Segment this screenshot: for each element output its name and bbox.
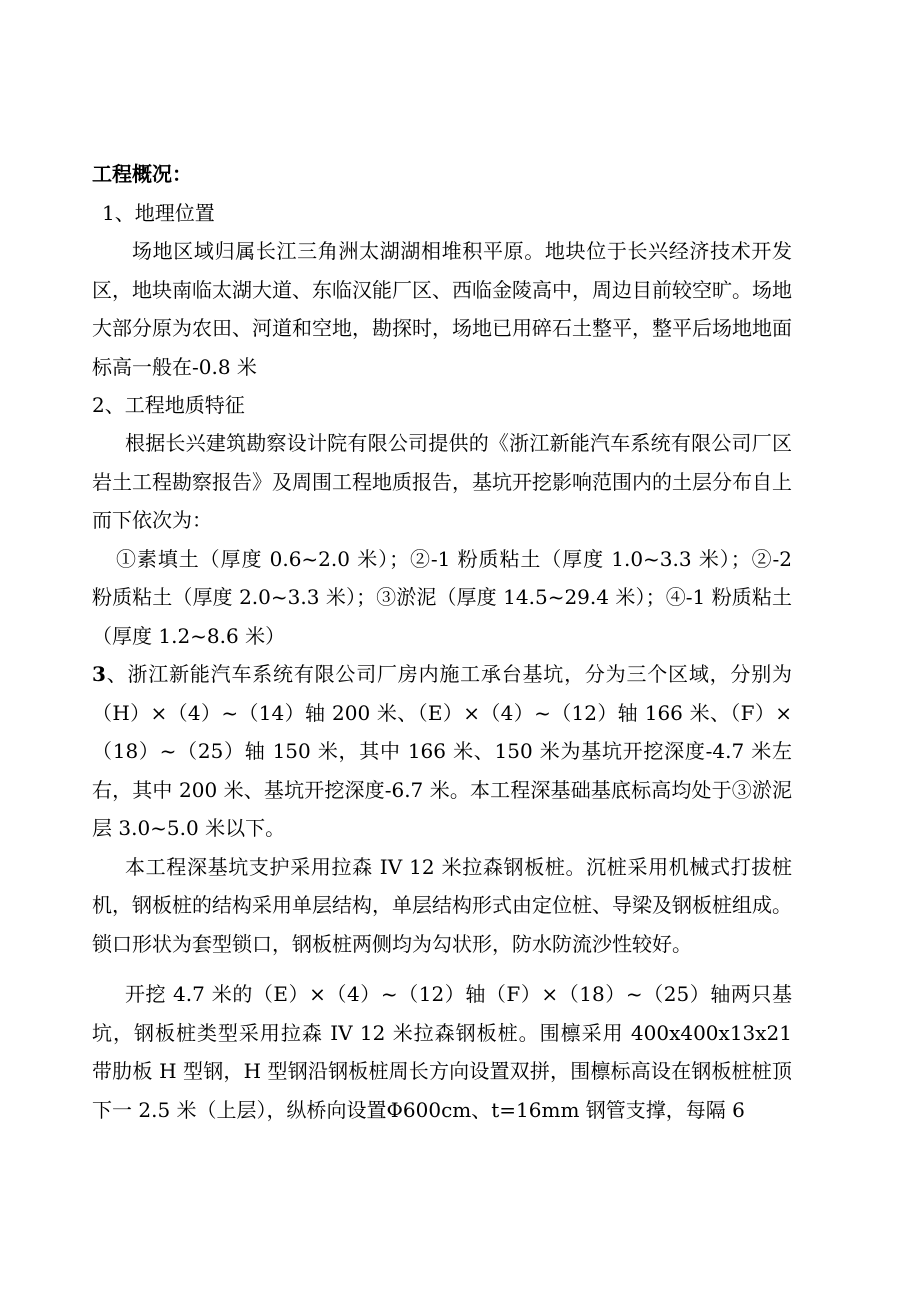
foundation-pit-paragraph	[92, 655, 792, 848]
location-paragraph: 场地区域归属长江三角洲太湖湖相堆积平原。地块位于长兴经济技术开发区，地块南临太湖大道、东临汉能厂区、西临金陵高中，周边目前较空旷。场地大部分原为农田、河道和空地，勘探时，场地已用碎石土整平，整平后场地地面标高一般在-0.8 米	[92, 239, 792, 379]
excavation-paragraph: 开挖 4.7 米的（E）×（4）~（12）轴（F）×（18）~（25）轴两只基坑，钢板桩类型采用拉森 IV 12 米拉森钢板桩。围檩采用 400x400x13x21 带肋板 H 型钢，H 型钢沿钢板桩周长方向设置双拼，围檩标高设在钢板桩桩顶下一 2.5 米（上层），纵桥向设置Φ600cm、t=16mm 钢管支撑，每隔 6	[92, 982, 792, 1122]
foundation-pit-text: 、浙江新能汽车系统有限公司厂房内施工承台基坑，分为三个区域，分别为（H）×（4）~（14）轴 200 米、（E）×（4）~（12）轴 166 米、（F）×（18）~（25）轴 150 米，其中 166 米、150 米为基坑开挖深度-4.7 米左右，其中 200 米、基坑开挖深度-6.7 米。本工程深基础基底标高均处于③淤泥层 3.0~5.0 米以下。	[92, 662, 792, 840]
section-number-3: 3	[92, 662, 106, 686]
section-heading-location: 1、地理位置	[102, 201, 215, 225]
document-body	[92, 154, 792, 1129]
geology-paragraph: 根据长兴建筑勘察设计院有限公司提供的《浙江新能汽车系统有限公司厂区岩土工程勘察报告》及周围工程地质报告，基坑开挖影响范围内的土层分布自上而下依次为：	[92, 431, 792, 532]
support-paragraph: 本工程深基坑支护采用拉森 IV 12 米拉森钢板桩。沉桩采用机械式打拔桩机，钢板桩的结构采用单层结构，单层结构形式由定位桩、导梁及钢板桩组成。锁口形状为套型锁口，钢板桩两侧均为勾状形，防水防流沙性较好。	[92, 854, 792, 956]
section-heading-geology: 2、工程地质特征	[92, 393, 245, 417]
soil-layers-paragraph: ①素填土（厚度 0.6~2.0 米）；②-1 粉质粘土（厚度 1.0~3.3 米）；②-2 粉质粘土（厚度 2.0~3.3 米）；③淤泥（厚度 14.5~29.4 米）；④-1 粉质粘土（厚度 1.2~8.6 米）	[92, 546, 792, 648]
document-title: 工程概况：	[92, 162, 192, 186]
